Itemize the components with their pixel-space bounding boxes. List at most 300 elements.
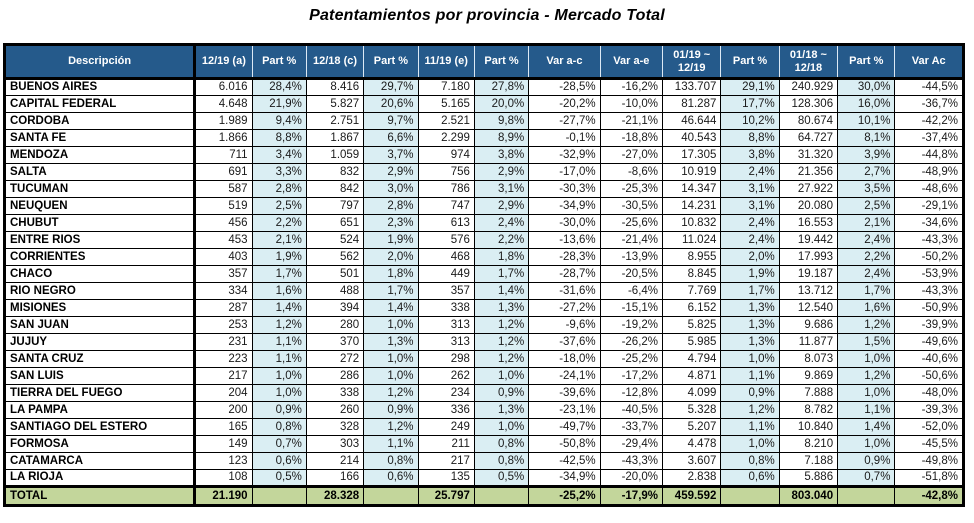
- value-cell: 1,1%: [721, 368, 779, 385]
- value-cell: 135: [418, 470, 474, 487]
- value-cell: 272: [306, 351, 363, 368]
- value-cell: 2,3%: [364, 215, 418, 232]
- value-cell: 1,0%: [252, 385, 306, 402]
- value-cell: -12,8%: [600, 385, 662, 402]
- value-cell: 28.328: [306, 487, 363, 506]
- province-name-cell: FORMOSA: [5, 436, 195, 453]
- value-cell: 2,4%: [721, 232, 779, 249]
- value-cell: -53,9%: [895, 266, 964, 283]
- value-cell: 17.305: [663, 147, 721, 164]
- value-cell: 10,1%: [838, 113, 895, 130]
- province-name-cell: BUENOS AIRES: [5, 79, 195, 96]
- value-cell: 1,2%: [364, 385, 418, 402]
- value-cell: -8,6%: [600, 164, 662, 181]
- value-cell: 357: [418, 283, 474, 300]
- value-cell: 20.080: [779, 198, 837, 215]
- value-cell: 1.866: [195, 130, 252, 147]
- value-cell: -27,2%: [529, 300, 600, 317]
- column-header: 11/19 (e): [418, 45, 474, 79]
- value-cell: [838, 487, 895, 506]
- value-cell: -25,3%: [600, 181, 662, 198]
- value-cell: -28,5%: [529, 79, 600, 96]
- value-cell: 0,5%: [252, 470, 306, 487]
- value-cell: 2,7%: [838, 164, 895, 181]
- value-cell: 1,3%: [721, 300, 779, 317]
- value-cell: 2,5%: [252, 198, 306, 215]
- province-name-cell: CHACO: [5, 266, 195, 283]
- value-cell: 0,9%: [838, 453, 895, 470]
- value-cell: -17,0%: [529, 164, 600, 181]
- value-cell: 562: [306, 249, 363, 266]
- value-cell: 334: [195, 283, 252, 300]
- value-cell: 17,7%: [721, 96, 779, 113]
- value-cell: 1,3%: [721, 317, 779, 334]
- value-cell: -36,7%: [895, 96, 964, 113]
- value-cell: -50,8%: [529, 436, 600, 453]
- value-cell: 19.442: [779, 232, 837, 249]
- value-cell: 1,0%: [364, 351, 418, 368]
- value-cell: 5.886: [779, 470, 837, 487]
- value-cell: 370: [306, 334, 363, 351]
- value-cell: 0,8%: [721, 453, 779, 470]
- value-cell: -30,5%: [600, 198, 662, 215]
- province-name-cell: CHUBUT: [5, 215, 195, 232]
- value-cell: 21.190: [195, 487, 252, 506]
- value-cell: 2,4%: [838, 266, 895, 283]
- province-row: [5, 130, 964, 147]
- value-cell: 0,8%: [252, 419, 306, 436]
- value-cell: -42,5%: [529, 453, 600, 470]
- table-header: [5, 45, 964, 79]
- value-cell: -43,3%: [895, 232, 964, 249]
- value-cell: 8.845: [663, 266, 721, 283]
- value-cell: 3,0%: [364, 181, 418, 198]
- value-cell: 313: [418, 317, 474, 334]
- value-cell: -40,6%: [895, 351, 964, 368]
- value-cell: 832: [306, 164, 363, 181]
- value-cell: 1,9%: [721, 266, 779, 283]
- value-cell: 1,0%: [364, 317, 418, 334]
- value-cell: 747: [418, 198, 474, 215]
- value-cell: 11.877: [779, 334, 837, 351]
- value-cell: 231: [195, 334, 252, 351]
- province-name-cell: SANTA FE: [5, 130, 195, 147]
- value-cell: 501: [306, 266, 363, 283]
- value-cell: 403: [195, 249, 252, 266]
- value-cell: -34,9%: [529, 198, 600, 215]
- value-cell: 217: [418, 453, 474, 470]
- value-cell: -21,1%: [600, 113, 662, 130]
- value-cell: 8.073: [779, 351, 837, 368]
- value-cell: 262: [418, 368, 474, 385]
- value-cell: 456: [195, 215, 252, 232]
- value-cell: 1,8%: [364, 266, 418, 283]
- value-cell: [474, 487, 528, 506]
- column-header: 12/18 (c): [306, 45, 363, 79]
- value-cell: 0,8%: [474, 436, 528, 453]
- value-cell: -34,9%: [529, 470, 600, 487]
- value-cell: 14.347: [663, 181, 721, 198]
- province-name-cell: CORDOBA: [5, 113, 195, 130]
- value-cell: 1,8%: [474, 249, 528, 266]
- province-name-cell: ENTRE RIOS: [5, 232, 195, 249]
- value-cell: -48,9%: [895, 164, 964, 181]
- province-row: [5, 334, 964, 351]
- value-cell: 46.644: [663, 113, 721, 130]
- value-cell: 286: [306, 368, 363, 385]
- value-cell: 2,4%: [838, 232, 895, 249]
- value-cell: 0,8%: [364, 453, 418, 470]
- province-name-cell: SALTA: [5, 164, 195, 181]
- value-cell: 2,0%: [364, 249, 418, 266]
- value-cell: [721, 487, 779, 506]
- value-cell: 1.059: [306, 147, 363, 164]
- value-cell: 691: [195, 164, 252, 181]
- value-cell: 21.356: [779, 164, 837, 181]
- value-cell: [364, 487, 418, 506]
- value-cell: 0,5%: [474, 470, 528, 487]
- value-cell: -31,6%: [529, 283, 600, 300]
- value-cell: -33,7%: [600, 419, 662, 436]
- value-cell: 27,8%: [474, 79, 528, 96]
- value-cell: 8.210: [779, 436, 837, 453]
- value-cell: 338: [418, 300, 474, 317]
- value-cell: 587: [195, 181, 252, 198]
- province-name-cell: CATAMARCA: [5, 453, 195, 470]
- table-body: [5, 79, 964, 506]
- header-row: [5, 45, 964, 79]
- province-name-cell: CORRIENTES: [5, 249, 195, 266]
- value-cell: -19,2%: [600, 317, 662, 334]
- province-row: [5, 368, 964, 385]
- value-cell: 651: [306, 215, 363, 232]
- value-cell: 797: [306, 198, 363, 215]
- value-cell: 108: [195, 470, 252, 487]
- value-cell: 1,1%: [252, 351, 306, 368]
- value-cell: 1,7%: [721, 283, 779, 300]
- value-cell: 711: [195, 147, 252, 164]
- column-header: Var a-e: [600, 45, 662, 79]
- value-cell: 1,2%: [721, 402, 779, 419]
- column-header: Part %: [721, 45, 779, 79]
- value-cell: -49,6%: [895, 334, 964, 351]
- value-cell: 3,1%: [721, 198, 779, 215]
- value-cell: 2.751: [306, 113, 363, 130]
- value-cell: 234: [418, 385, 474, 402]
- value-cell: -43,3%: [600, 453, 662, 470]
- province-name-cell: TIERRA DEL FUEGO: [5, 385, 195, 402]
- value-cell: -26,2%: [600, 334, 662, 351]
- value-cell: 10.840: [779, 419, 837, 436]
- value-cell: -10,0%: [600, 96, 662, 113]
- province-name-cell: SANTA CRUZ: [5, 351, 195, 368]
- value-cell: -37,4%: [895, 130, 964, 147]
- value-cell: 1,9%: [252, 249, 306, 266]
- province-row: [5, 300, 964, 317]
- value-cell: 8,8%: [252, 130, 306, 147]
- province-name-cell: SANTIAGO DEL ESTERO: [5, 419, 195, 436]
- value-cell: 313: [418, 334, 474, 351]
- province-row: [5, 215, 964, 232]
- value-cell: 5.985: [663, 334, 721, 351]
- value-cell: 786: [418, 181, 474, 198]
- value-cell: 1,0%: [364, 368, 418, 385]
- value-cell: -0,1%: [529, 130, 600, 147]
- value-cell: -43,3%: [895, 283, 964, 300]
- province-row: [5, 181, 964, 198]
- value-cell: 1,2%: [838, 317, 895, 334]
- value-cell: 1.867: [306, 130, 363, 147]
- value-cell: 166: [306, 470, 363, 487]
- value-cell: -21,4%: [600, 232, 662, 249]
- province-name-cell: SAN LUIS: [5, 368, 195, 385]
- value-cell: 240.929: [779, 79, 837, 96]
- province-row: [5, 351, 964, 368]
- province-row: [5, 470, 964, 487]
- value-cell: -49,8%: [895, 453, 964, 470]
- value-cell: 1,7%: [364, 283, 418, 300]
- value-cell: 5.825: [663, 317, 721, 334]
- value-cell: 2,9%: [474, 198, 528, 215]
- value-cell: 613: [418, 215, 474, 232]
- value-cell: 576: [418, 232, 474, 249]
- province-name-cell: MENDOZA: [5, 147, 195, 164]
- value-cell: 1,7%: [838, 283, 895, 300]
- value-cell: 10.832: [663, 215, 721, 232]
- value-cell: 9.869: [779, 368, 837, 385]
- value-cell: 2,9%: [364, 164, 418, 181]
- value-cell: -49,7%: [529, 419, 600, 436]
- value-cell: -39,6%: [529, 385, 600, 402]
- value-cell: -13,6%: [529, 232, 600, 249]
- value-cell: 3,9%: [838, 147, 895, 164]
- value-cell: 5.165: [418, 96, 474, 113]
- value-cell: 468: [418, 249, 474, 266]
- province-row: [5, 96, 964, 113]
- value-cell: 2,4%: [721, 164, 779, 181]
- value-cell: 10,2%: [721, 113, 779, 130]
- value-cell: -29,1%: [895, 198, 964, 215]
- value-cell: 7.769: [663, 283, 721, 300]
- value-cell: -28,7%: [529, 266, 600, 283]
- province-name-cell: RIO NEGRO: [5, 283, 195, 300]
- value-cell: 1,2%: [364, 419, 418, 436]
- value-cell: 803.040: [779, 487, 837, 506]
- value-cell: 1,0%: [721, 436, 779, 453]
- value-cell: 449: [418, 266, 474, 283]
- value-cell: -34,6%: [895, 215, 964, 232]
- value-cell: 200: [195, 402, 252, 419]
- value-cell: -18,0%: [529, 351, 600, 368]
- value-cell: 3,1%: [721, 181, 779, 198]
- value-cell: -25,2%: [529, 487, 600, 506]
- value-cell: 6.016: [195, 79, 252, 96]
- value-cell: -15,1%: [600, 300, 662, 317]
- value-cell: -44,5%: [895, 79, 964, 96]
- value-cell: 1,2%: [838, 368, 895, 385]
- value-cell: -45,5%: [895, 436, 964, 453]
- value-cell: 1,5%: [838, 334, 895, 351]
- value-cell: 303: [306, 436, 363, 453]
- value-cell: 1,4%: [252, 300, 306, 317]
- value-cell: 1,1%: [364, 436, 418, 453]
- column-header: 01/18 ~ 12/18: [779, 45, 837, 79]
- value-cell: 7.888: [779, 385, 837, 402]
- value-cell: -30,0%: [529, 215, 600, 232]
- value-cell: -20,2%: [529, 96, 600, 113]
- province-row: [5, 283, 964, 300]
- province-name-cell: LA RIOJA: [5, 470, 195, 487]
- value-cell: 1,0%: [838, 385, 895, 402]
- province-row: [5, 402, 964, 419]
- province-name-cell: CAPITAL FEDERAL: [5, 96, 195, 113]
- value-cell: 5.827: [306, 96, 363, 113]
- registrations-by-province-table: [3, 43, 965, 507]
- value-cell: -50,2%: [895, 249, 964, 266]
- value-cell: 8,1%: [838, 130, 895, 147]
- value-cell: -27,7%: [529, 113, 600, 130]
- value-cell: 0,7%: [838, 470, 895, 487]
- value-cell: 8,8%: [721, 130, 779, 147]
- value-cell: 8.416: [306, 79, 363, 96]
- value-cell: 4.871: [663, 368, 721, 385]
- value-cell: 8.782: [779, 402, 837, 419]
- value-cell: 29,1%: [721, 79, 779, 96]
- value-cell: 30,0%: [838, 79, 895, 96]
- value-cell: 1.989: [195, 113, 252, 130]
- value-cell: 9,7%: [364, 113, 418, 130]
- province-name-cell: SAN JUAN: [5, 317, 195, 334]
- value-cell: -29,4%: [600, 436, 662, 453]
- value-cell: 1,2%: [474, 351, 528, 368]
- value-cell: 27.922: [779, 181, 837, 198]
- province-row: [5, 317, 964, 334]
- value-cell: -20,5%: [600, 266, 662, 283]
- value-cell: 4.794: [663, 351, 721, 368]
- value-cell: -42,8%: [895, 487, 964, 506]
- value-cell: 204: [195, 385, 252, 402]
- province-row: [5, 164, 964, 181]
- value-cell: 3,8%: [721, 147, 779, 164]
- value-cell: 1,6%: [838, 300, 895, 317]
- value-cell: 3.607: [663, 453, 721, 470]
- value-cell: [252, 487, 306, 506]
- value-cell: 2,2%: [252, 215, 306, 232]
- value-cell: 1,2%: [252, 317, 306, 334]
- value-cell: 338: [306, 385, 363, 402]
- value-cell: 1,0%: [474, 419, 528, 436]
- value-cell: 524: [306, 232, 363, 249]
- value-cell: 1,4%: [364, 300, 418, 317]
- value-cell: -52,0%: [895, 419, 964, 436]
- value-cell: 756: [418, 164, 474, 181]
- column-header: Var a-c: [529, 45, 600, 79]
- value-cell: 214: [306, 453, 363, 470]
- value-cell: 8,9%: [474, 130, 528, 147]
- value-cell: 842: [306, 181, 363, 198]
- value-cell: 3,3%: [252, 164, 306, 181]
- column-header: Part %: [474, 45, 528, 79]
- value-cell: 357: [195, 266, 252, 283]
- value-cell: 1,0%: [474, 368, 528, 385]
- value-cell: 1,1%: [721, 419, 779, 436]
- value-cell: 1,4%: [838, 419, 895, 436]
- value-cell: 1,3%: [364, 334, 418, 351]
- value-cell: 2,1%: [252, 232, 306, 249]
- value-cell: 2.521: [418, 113, 474, 130]
- value-cell: 1,9%: [364, 232, 418, 249]
- value-cell: 3,7%: [364, 147, 418, 164]
- column-header: Part %: [252, 45, 306, 79]
- value-cell: -30,3%: [529, 181, 600, 198]
- value-cell: -17,2%: [600, 368, 662, 385]
- province-row: [5, 385, 964, 402]
- value-cell: 459.592: [663, 487, 721, 506]
- value-cell: 287: [195, 300, 252, 317]
- value-cell: 13.712: [779, 283, 837, 300]
- value-cell: 4.099: [663, 385, 721, 402]
- value-cell: 149: [195, 436, 252, 453]
- province-name-cell: NEUQUEN: [5, 198, 195, 215]
- value-cell: 260: [306, 402, 363, 419]
- value-cell: -27,0%: [600, 147, 662, 164]
- province-row: [5, 249, 964, 266]
- value-cell: 0,8%: [474, 453, 528, 470]
- value-cell: 211: [418, 436, 474, 453]
- province-row: [5, 113, 964, 130]
- value-cell: 1,0%: [838, 351, 895, 368]
- value-cell: 2,2%: [474, 232, 528, 249]
- value-cell: 7.180: [418, 79, 474, 96]
- value-cell: 1,7%: [252, 266, 306, 283]
- column-header: 12/19 (a): [195, 45, 252, 79]
- value-cell: 2,8%: [252, 181, 306, 198]
- value-cell: -32,9%: [529, 147, 600, 164]
- value-cell: 14.231: [663, 198, 721, 215]
- table-container: [3, 43, 974, 507]
- column-header: Part %: [364, 45, 418, 79]
- value-cell: 4.648: [195, 96, 252, 113]
- value-cell: 21,9%: [252, 96, 306, 113]
- value-cell: 0,6%: [721, 470, 779, 487]
- value-cell: 16,0%: [838, 96, 895, 113]
- value-cell: -50,6%: [895, 368, 964, 385]
- value-cell: 217: [195, 368, 252, 385]
- value-cell: -16,2%: [600, 79, 662, 96]
- value-cell: 0,6%: [364, 470, 418, 487]
- value-cell: -51,8%: [895, 470, 964, 487]
- value-cell: 1,0%: [721, 351, 779, 368]
- value-cell: 1,3%: [721, 334, 779, 351]
- value-cell: 1,4%: [474, 283, 528, 300]
- value-cell: 9,8%: [474, 113, 528, 130]
- value-cell: -48,6%: [895, 181, 964, 198]
- page-title: Patentamientos por provincia - Mercado Total: [309, 7, 665, 24]
- value-cell: 974: [418, 147, 474, 164]
- value-cell: 253: [195, 317, 252, 334]
- province-row: [5, 419, 964, 436]
- value-cell: 0,9%: [721, 385, 779, 402]
- value-cell: 0,9%: [474, 385, 528, 402]
- value-cell: 0,6%: [252, 453, 306, 470]
- value-cell: 519: [195, 198, 252, 215]
- province-row: [5, 266, 964, 283]
- value-cell: 1,6%: [252, 283, 306, 300]
- province-row: [5, 436, 964, 453]
- value-cell: 1,1%: [252, 334, 306, 351]
- value-cell: 10.919: [663, 164, 721, 181]
- total-row: [5, 487, 964, 506]
